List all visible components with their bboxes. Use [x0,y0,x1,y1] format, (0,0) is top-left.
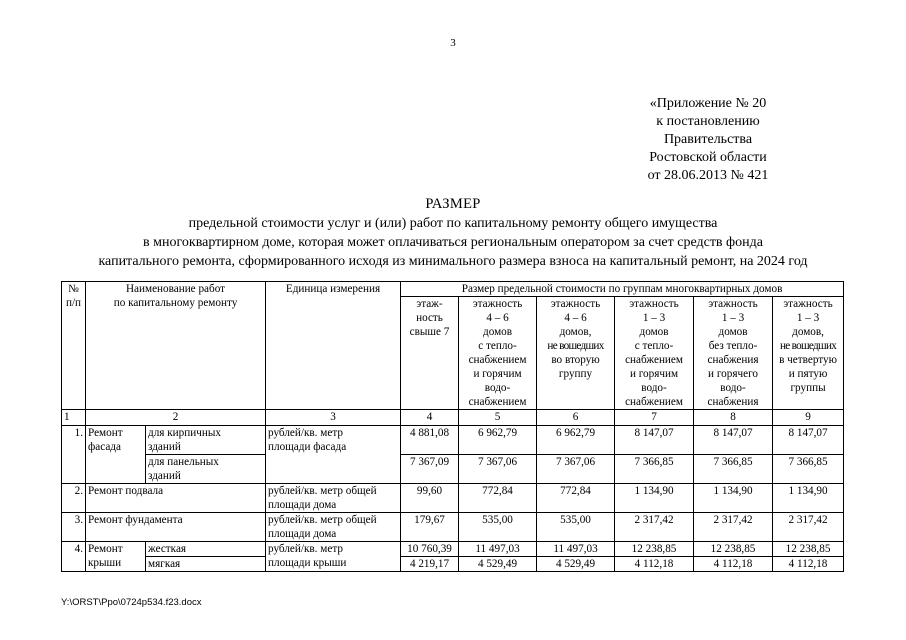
value-cell: 7 366,85 [615,455,694,484]
value-cell: 12 238,85 [773,542,844,557]
table-row [62,426,844,455]
work-subtype: для кирпичных зданий [146,426,266,455]
work-name: Ремонт фундамента [86,513,266,542]
unit-cell: рублей/кв. метр площади фасада [266,426,401,484]
header-name: Наименование работ по капитальному ремонту [86,282,266,410]
value-cell: 99,60 [401,484,459,513]
table-row [62,542,844,557]
value-cell: 1 134,90 [694,484,773,513]
work-name: Ремонт подвала [86,484,266,513]
annex-line: «Приложение № 20 [649,96,767,111]
value-cell: 7 367,06 [537,455,615,484]
work-subtype: жесткая [146,542,266,557]
work-name: Ремонт крыши [86,542,146,572]
table-row [62,455,844,484]
header-num: № п/п [62,282,86,410]
annex-line: к постановлению [656,114,760,129]
cost-table [61,281,844,572]
work-subtype: для панельных зданий [146,455,266,484]
value-cell: 4 112,18 [773,557,844,572]
value-cell: 6 962,79 [459,426,537,455]
file-path-footer: Y:\ORST\Ppo\0724p534.f23.docx [61,597,202,608]
unit-cell: рублей/кв. метр общей площади дома [266,484,401,513]
header-group-4: этажность 1 – 3 домов с тепло- снабжением и горячим водо- снабжением [615,297,694,410]
subtitle-line: капитального ремонта, сформированного исходя из минимального размера взноса на капитальный ремонт, на 2024 год [98,254,808,269]
value-cell: 8 147,07 [615,426,694,455]
value-cell: 4 881,08 [401,426,459,455]
value-cell: 11 497,03 [537,542,615,557]
col-number: 3 [266,410,401,426]
work-subtype: мягкая [146,557,266,572]
value-cell: 10 760,39 [401,542,459,557]
value-cell: 7 366,85 [694,455,773,484]
column-numbers-row [62,410,844,426]
value-cell: 1 134,90 [615,484,694,513]
col-number: 9 [773,410,844,426]
header-group-2: этажность 4 – 6 домов с тепло- снабжением и горячим водо- снабжением [459,297,537,410]
value-cell: 4 529,49 [537,557,615,572]
value-cell: 4 529,49 [459,557,537,572]
value-cell: 8 147,07 [773,426,844,455]
value-cell: 772,84 [537,484,615,513]
value-cell: 4 219,17 [401,557,459,572]
value-cell: 8 147,07 [694,426,773,455]
row-number: 3. [62,513,86,542]
col-number: 2 [86,410,266,426]
value-cell: 2 317,42 [694,513,773,542]
col-number: 4 [401,410,459,426]
value-cell: 12 238,85 [615,542,694,557]
col-number: 7 [615,410,694,426]
value-cell: 6 962,79 [537,426,615,455]
value-cell: 179,67 [401,513,459,542]
value-cell: 7 367,09 [401,455,459,484]
annex-line: от 28.06.2013 № 421 [647,168,769,183]
col-number: 5 [459,410,537,426]
value-cell: 11 497,03 [459,542,537,557]
annex-line: Ростовской области [649,150,767,165]
value-cell: 1 134,90 [773,484,844,513]
table-row [62,513,844,542]
col-number: 1 [62,410,86,426]
header-group-6: этажность 1 – 3 домов, не вошедших в четвертую и пятую группы [773,297,844,410]
value-cell: 12 238,85 [694,542,773,557]
value-cell: 2 317,42 [615,513,694,542]
document-title: РАЗМЕР [425,196,481,212]
row-number: 1. [62,426,86,484]
row-number: 4. [62,542,86,572]
unit-cell: рублей/кв. метр площади крыши [266,542,401,572]
page-number: 3 [450,37,456,49]
value-cell: 535,00 [537,513,615,542]
document-subtitle [40,214,866,271]
table-row [62,557,844,572]
annex-note [608,95,808,185]
value-cell: 7 367,06 [459,455,537,484]
value-cell: 4 112,18 [615,557,694,572]
work-name: Ремонт фасада [86,426,146,484]
header-row [62,282,844,297]
value-cell: 2 317,42 [773,513,844,542]
header-group-1: этаж- ность свыше 7 [401,297,459,410]
header-unit: Единица измерения [266,282,401,410]
subtitle-line: предельной стоимости услуг и (или) работ по капитальному ремонту общего имущества [188,216,718,231]
row-number: 2. [62,484,86,513]
value-cell: 7 366,85 [773,455,844,484]
annex-line: Правительства [663,132,753,147]
unit-cell: рублей/кв. метр общей площади дома [266,513,401,542]
table-row [62,484,844,513]
col-number: 8 [694,410,773,426]
value-cell: 535,00 [459,513,537,542]
header-group-3: этажность 4 – 6 домов, не вошедших во вторую группу [537,297,615,410]
header-groups: Размер предельной стоимости по группам многоквартирных домов [401,282,844,297]
subtitle-line: в многоквартирном доме, которая может оплачиваться региональным оператором за счет средств фонда [143,235,763,250]
value-cell: 772,84 [459,484,537,513]
value-cell: 4 112,18 [694,557,773,572]
header-group-5: этажность 1 – 3 домов без тепло- снабжения и горячего водо- снабжения [694,297,773,410]
col-number: 6 [537,410,615,426]
